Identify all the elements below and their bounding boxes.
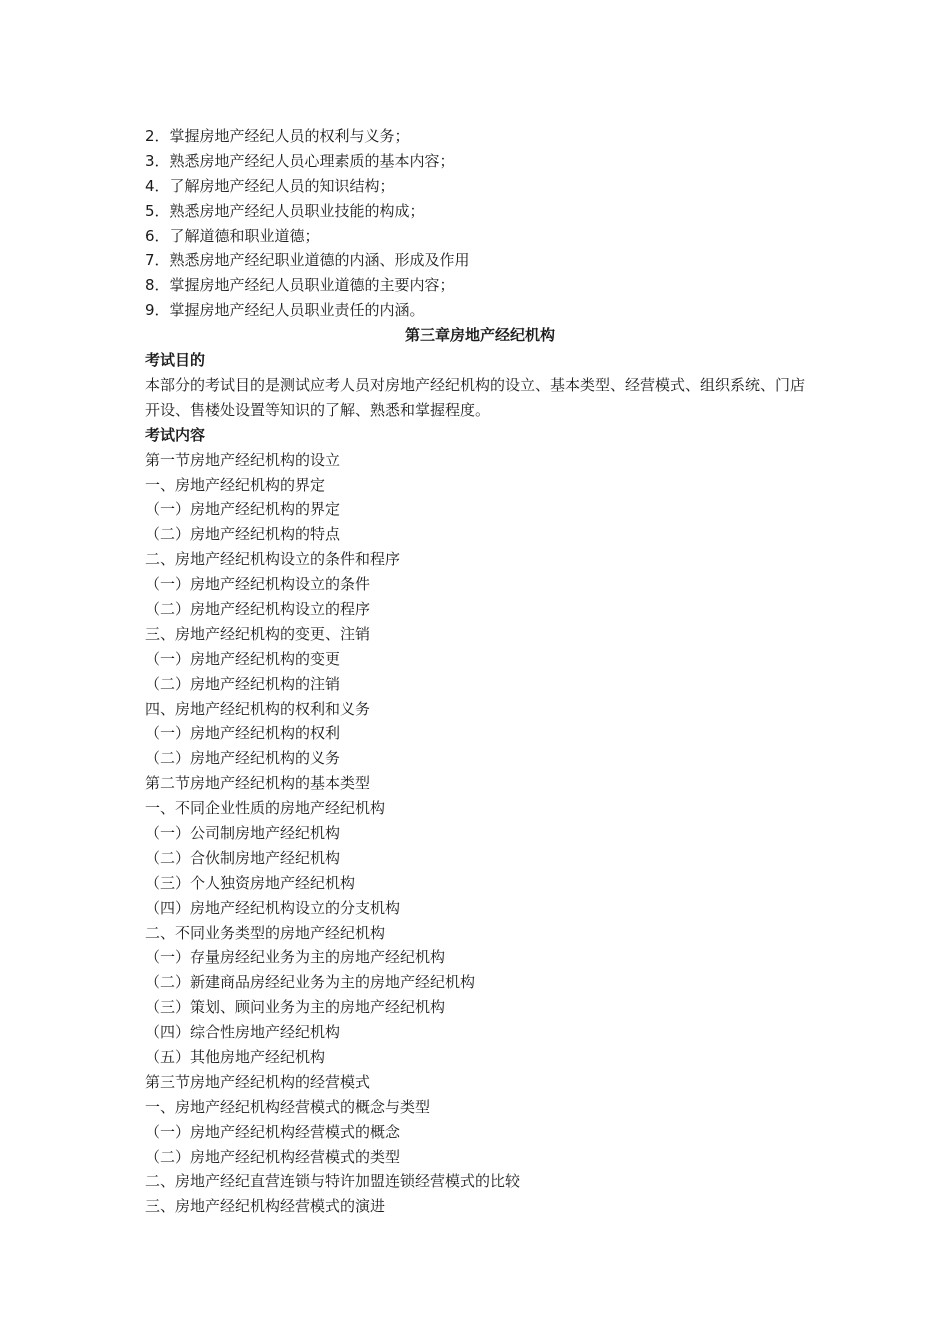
objective-item: 5．熟悉房地产经纪人员职业技能的构成； [145,201,425,220]
subtopic-item: （一）房地产经纪机构的变更 [145,649,341,668]
objective-item: 2．掌握房地产经纪人员的权利与义务； [145,127,410,145]
subtopic-item: （二）房地产经纪机构设立的程序 [145,599,371,618]
document-page [145,124,815,1219]
subtopic-item: （一）房地产经纪机构设立的条件 [145,575,371,594]
purpose-paragraph: 本部分的考试目的是测试应考人员对房地产经纪机构的设立、基本类型、经营模式、组织系统、门店开设、售楼处设置等知识的了解、熟悉和掌握程度。 [145,375,806,419]
objective-item: 4．了解房地产经纪人员的知识结构； [145,176,395,195]
objective-item: 3．熟悉房地产经纪人员心理素质的基本内容； [145,151,455,170]
section-heading: 第三节房地产经纪机构的经营模式 [145,1072,371,1091]
subtopic-item: （四）房地产经纪机构设立的分支机构 [145,898,401,917]
subtopic-item: （三）个人独资房地产经纪机构 [145,873,356,892]
chapter-title: 第三章房地产经纪机构 [404,326,555,345]
topic-item: 三、房地产经纪机构经营模式的演进 [145,1197,386,1216]
subtopic-item: （一）房地产经纪机构的权利 [145,724,341,743]
objective-item: 7．熟悉房地产经纪职业道德的内涵、形成及作用 [145,251,470,270]
topic-item: 二、房地产经纪直营连锁与特许加盟连锁经营模式的比较 [145,1172,521,1191]
section-heading: 第一节房地产经纪机构的设立 [145,450,341,469]
subtopic-item: （一）房地产经纪机构经营模式的概念 [145,1122,401,1141]
topic-item: 一、房地产经纪机构经营模式的概念与类型 [145,1097,431,1116]
topic-item: 一、不同企业性质的房地产经纪机构 [145,799,386,818]
topic-item: 三、房地产经纪机构的变更、注销 [145,624,371,643]
subtopic-item: （二）合伙制房地产经纪机构 [145,848,341,867]
subtopic-item: （二）房地产经纪机构经营模式的类型 [145,1147,401,1166]
topic-item: 一、房地产经纪机构的界定 [145,475,326,494]
subtopic-item: （一）公司制房地产经纪机构 [145,823,341,842]
subtopic-item: （四）综合性房地产经纪机构 [145,1023,341,1042]
content-heading: 考试内容 [145,425,206,444]
objective-item: 8．掌握房地产经纪人员职业道德的主要内容； [145,276,455,295]
topic-item: 四、房地产经纪机构的权利和义务 [145,699,371,718]
subtopic-item: （五）其他房地产经纪机构 [145,1047,326,1066]
subtopic-item: （二）房地产经纪机构的义务 [145,749,341,768]
objective-item: 9．掌握房地产经纪人员职业责任的内涵。 [145,301,425,320]
subtopic-item: （三）策划、顾问业务为主的房地产经纪机构 [145,998,446,1017]
subtopic-item: （二）新建商品房经纪业务为主的房地产经纪机构 [145,973,476,992]
subtopic-item: （一）存量房经纪业务为主的房地产经纪机构 [145,948,446,967]
section-heading: 第二节房地产经纪机构的基本类型 [145,774,371,793]
objective-item: 6．了解道德和职业道德； [145,226,320,245]
purpose-heading: 考试目的 [145,351,206,370]
topic-item: 二、房地产经纪机构设立的条件和程序 [145,550,401,569]
subtopic-item: （一）房地产经纪机构的界定 [145,500,341,519]
subtopic-item: （二）房地产经纪机构的注销 [145,674,341,693]
topic-item: 二、不同业务类型的房地产经纪机构 [145,923,386,942]
subtopic-item: （二）房地产经纪机构的特点 [145,525,341,544]
